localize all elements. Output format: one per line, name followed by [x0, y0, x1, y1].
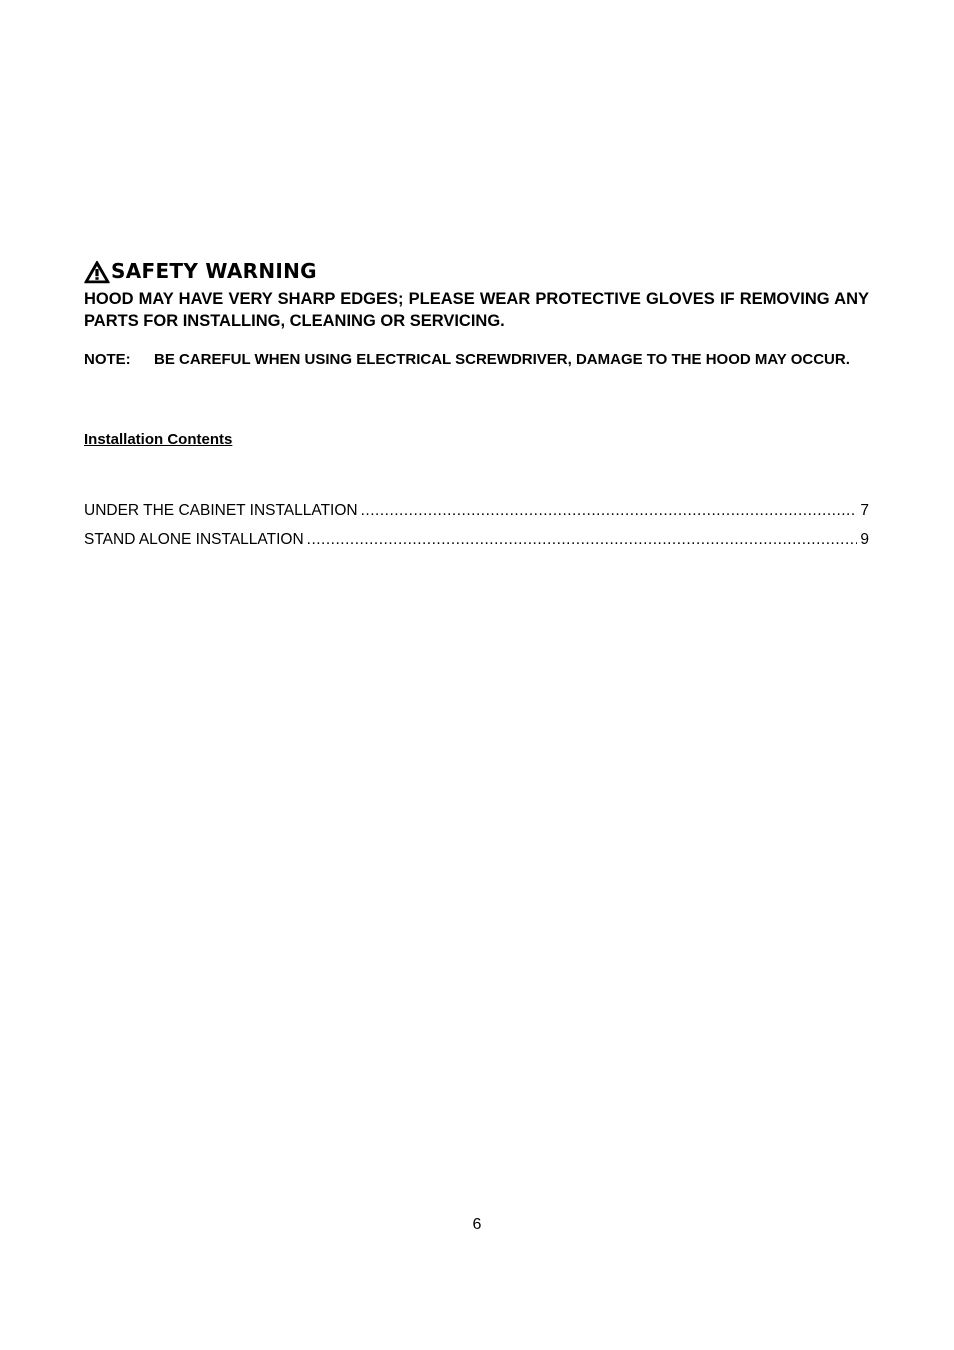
toc-dot-leader: [361, 501, 858, 521]
note-text: BE CAREFUL WHEN USING ELECTRICAL SCREWDRIVER, DAMAGE TO THE HOOD MAY OCCUR.: [154, 351, 850, 368]
table-of-contents: [84, 501, 869, 559]
toc-entry-title: UNDER THE CABINET INSTALLATION: [84, 502, 358, 519]
toc-entry-page: 9: [860, 531, 869, 548]
page-number: 6: [472, 1216, 482, 1233]
installation-contents-heading: Installation Contents: [84, 431, 233, 448]
toc-entry-under-cabinet[interactable]: [84, 501, 869, 530]
toc-dot-leader: [307, 530, 858, 550]
safety-warning-title: [84, 258, 317, 284]
safety-warning-title-text: SAFETY WARNING: [111, 259, 317, 283]
toc-entry-page: 7: [860, 502, 869, 519]
note-block: [84, 350, 869, 370]
note-label: NOTE:: [84, 351, 131, 368]
warning-triangle-icon: [84, 260, 110, 284]
toc-entry-stand-alone[interactable]: [84, 530, 869, 559]
toc-entry-title: STAND ALONE INSTALLATION: [84, 531, 304, 548]
safety-warning-text: HOOD MAY HAVE VERY SHARP EDGES; PLEASE WEAR PROTECTIVE GLOVES IF REMOVING ANY PARTS FOR INSTALLING, CLEANING OR SERVICING.: [84, 290, 869, 330]
